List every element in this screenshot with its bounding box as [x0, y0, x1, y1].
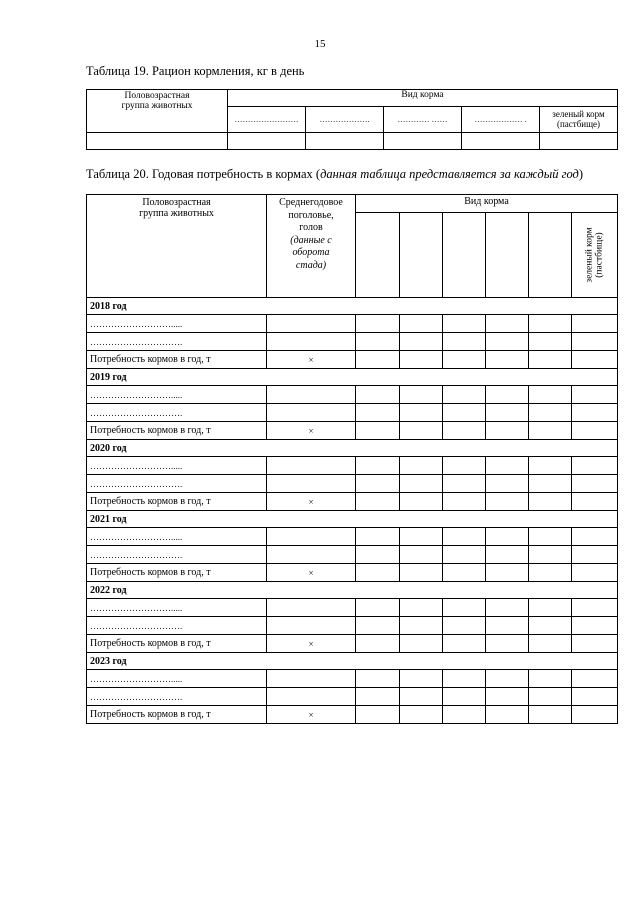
table-20-caption-end: )	[578, 167, 584, 181]
table-20-cell	[486, 635, 529, 653]
table-20-cell	[529, 688, 572, 706]
annual-requirement-label: Потребность кормов в год, т	[87, 564, 267, 582]
table-20-cell	[356, 493, 400, 511]
table-20-cell	[267, 528, 356, 546]
group-placeholder: ………………………….	[87, 404, 267, 422]
table-20-cell	[529, 493, 572, 511]
table-20-cell	[443, 706, 486, 724]
table-20-cell	[486, 564, 529, 582]
feed-column	[400, 213, 443, 298]
group-header-line1: Половозрастная	[124, 91, 190, 101]
table-19-caption: Таблица 19. Рацион кормления, кг в день	[86, 64, 305, 78]
group-header	[87, 90, 228, 133]
group-header	[87, 195, 267, 298]
table-20-cell	[443, 351, 486, 369]
table-20-cell	[529, 617, 572, 635]
table-20-cell	[356, 386, 400, 404]
table-20-cell	[400, 706, 443, 724]
table-20-cell	[486, 404, 529, 422]
table-20-cell	[572, 670, 618, 688]
table-19-cell	[540, 133, 618, 150]
table-20-cell	[443, 386, 486, 404]
feed-column-1: ……………………	[228, 107, 306, 133]
table-20-cell	[486, 688, 529, 706]
table-20-cell	[267, 315, 356, 333]
table-20-cell	[443, 528, 486, 546]
table-20-cell	[486, 333, 529, 351]
table-20-cell	[529, 528, 572, 546]
group-placeholder: ……………………….....	[87, 315, 267, 333]
group-header-line2: группа животных	[121, 100, 193, 111]
avg-line3: голов	[299, 222, 323, 233]
table-20-cell	[529, 564, 572, 582]
table-20-cell	[356, 599, 400, 617]
table-20-cell	[443, 635, 486, 653]
table-20-cell	[529, 386, 572, 404]
green-feed-line2: (пастбище)	[556, 118, 601, 129]
table-20-cell	[443, 333, 486, 351]
table-20-cell	[486, 546, 529, 564]
avg-italic2: оборота	[292, 247, 330, 258]
table-20-cell	[356, 564, 400, 582]
not-applicable-mark: ×	[267, 422, 356, 440]
table-20-cell	[267, 599, 356, 617]
table-20-cell	[529, 706, 572, 724]
table-20-cell	[486, 386, 529, 404]
not-applicable-mark: ×	[267, 635, 356, 653]
table-20-cell	[400, 617, 443, 635]
table-20-cell	[529, 315, 572, 333]
table-20-cell	[267, 475, 356, 493]
table-20-cell	[400, 457, 443, 475]
table-19-cell	[306, 133, 384, 150]
table-20-cell	[572, 617, 618, 635]
annual-requirement-label: Потребность кормов в год, т	[87, 706, 267, 724]
table-20-cell	[486, 599, 529, 617]
table-20-cell	[486, 670, 529, 688]
table-20-cell	[572, 528, 618, 546]
table-20-cell	[443, 688, 486, 706]
table-20-cell	[443, 315, 486, 333]
not-applicable-mark: ×	[267, 351, 356, 369]
table-20-cell	[267, 688, 356, 706]
annual-requirement-label: Потребность кормов в год, т	[87, 635, 267, 653]
table-20-cell	[529, 635, 572, 653]
table-20-cell	[486, 457, 529, 475]
not-applicable-mark: ×	[267, 493, 356, 511]
table-20-cell	[356, 528, 400, 546]
table-20-cell	[356, 457, 400, 475]
green-feed-line2: (пастбище)	[594, 232, 605, 278]
feed-column	[486, 213, 529, 298]
table-20-caption-italic: данная таблица представляется за каждый год	[320, 167, 579, 181]
group-placeholder: ………………………….	[87, 617, 267, 635]
table-20-cell	[267, 546, 356, 564]
table-20-cell	[356, 315, 400, 333]
annual-requirement-label: Потребность кормов в год, т	[87, 493, 267, 511]
feed-type-header: Вид корма	[356, 195, 618, 213]
average-herd-header	[267, 195, 356, 298]
green-feed-line1: зеленый корм	[552, 108, 605, 119]
avg-italic1: (данные с	[290, 234, 332, 246]
table-19	[86, 89, 618, 150]
green-feed-line1: зеленый корм	[584, 227, 595, 283]
table-20-cell	[572, 333, 618, 351]
table-20-cell	[572, 475, 618, 493]
table-20-cell	[572, 404, 618, 422]
table-20-cell	[443, 617, 486, 635]
table-20-cell	[267, 670, 356, 688]
table-20-cell	[572, 599, 618, 617]
table-20-cell	[486, 528, 529, 546]
year-heading: 2021 год	[87, 511, 618, 528]
green-feed-column	[540, 107, 618, 133]
table-20-cell	[443, 422, 486, 440]
table-20-cell	[267, 617, 356, 635]
annual-requirement-label: Потребность кормов в год, т	[87, 422, 267, 440]
table-20-cell	[400, 351, 443, 369]
year-heading: 2022 год	[87, 582, 618, 599]
group-header-line1: Половозрастная	[142, 197, 211, 208]
table-20-cell	[443, 546, 486, 564]
table-20-cell	[486, 617, 529, 635]
table-20-cell	[529, 546, 572, 564]
table-20-cell	[400, 475, 443, 493]
table-19-cell	[462, 133, 540, 150]
feed-column-3: ………… ……	[384, 107, 462, 133]
table-20-cell	[267, 404, 356, 422]
table-20-cell	[572, 315, 618, 333]
table-20-cell	[356, 688, 400, 706]
feed-column	[529, 213, 572, 298]
green-feed-column	[572, 213, 618, 298]
table-19-cell	[384, 133, 462, 150]
table-20-cell	[400, 333, 443, 351]
table-20-cell	[267, 333, 356, 351]
table-20-cell	[486, 422, 529, 440]
group-placeholder: ………………………….	[87, 333, 267, 351]
table-20-cell	[529, 670, 572, 688]
table-20-cell	[572, 422, 618, 440]
table-20-cell	[572, 457, 618, 475]
year-heading: 2019 год	[87, 369, 618, 386]
feed-column-4: ……………… .	[462, 107, 540, 133]
group-placeholder: ………………………….	[87, 546, 267, 564]
table-20-cell	[486, 493, 529, 511]
table-20-cell	[443, 493, 486, 511]
avg-italic3: стада)	[295, 259, 327, 271]
table-20-cell	[529, 404, 572, 422]
table-20-cell	[486, 706, 529, 724]
table-20-cell	[400, 315, 443, 333]
table-20-cell	[356, 617, 400, 635]
table-19-cell	[87, 133, 228, 150]
group-placeholder: ……………………….....	[87, 599, 267, 617]
table-20-cell	[529, 351, 572, 369]
group-header-line2: группа животных	[139, 208, 214, 219]
group-placeholder: ……………………….....	[87, 670, 267, 688]
table-20-cell	[486, 315, 529, 333]
table-20-cell	[529, 475, 572, 493]
table-20-cell	[356, 333, 400, 351]
not-applicable-mark: ×	[267, 706, 356, 724]
table-20-cell	[356, 475, 400, 493]
table-20-caption	[86, 167, 583, 182]
table-20-cell	[400, 493, 443, 511]
table-20-cell	[356, 546, 400, 564]
table-19-cell	[228, 133, 306, 150]
table-20-cell	[356, 422, 400, 440]
table-20-cell	[443, 564, 486, 582]
annual-requirement-label: Потребность кормов в год, т	[87, 351, 267, 369]
table-20-cell	[572, 351, 618, 369]
table-20-cell	[267, 457, 356, 475]
table-20-cell	[572, 564, 618, 582]
table-20-cell	[267, 386, 356, 404]
group-placeholder: ………………………….	[87, 475, 267, 493]
table-20-cell	[400, 528, 443, 546]
year-heading: 2023 год	[87, 653, 618, 670]
table-20-cell	[486, 475, 529, 493]
group-placeholder: ………………………….	[87, 688, 267, 706]
table-20-cell	[356, 706, 400, 724]
table-20-cell	[356, 404, 400, 422]
table-20-cell	[400, 670, 443, 688]
table-20-cell	[400, 688, 443, 706]
table-20-cell	[356, 351, 400, 369]
not-applicable-mark: ×	[267, 564, 356, 582]
table-20-cell	[443, 599, 486, 617]
table-20-cell	[529, 333, 572, 351]
table-20-cell	[400, 635, 443, 653]
feed-column-2: ……………….	[306, 107, 384, 133]
table-20-cell	[400, 599, 443, 617]
group-placeholder: ……………………….....	[87, 457, 267, 475]
feed-column	[356, 213, 400, 298]
feed-column	[443, 213, 486, 298]
table-20-cell	[400, 404, 443, 422]
table-20-caption-text: Таблица 20. Годовая потребность в кормах (	[86, 167, 321, 181]
year-heading: 2020 год	[87, 440, 618, 457]
table-20-cell	[572, 493, 618, 511]
year-sections	[87, 298, 618, 724]
table-20	[86, 194, 618, 724]
table-20-cell	[572, 546, 618, 564]
table-20-cell	[572, 635, 618, 653]
table-20-cell	[443, 670, 486, 688]
table-20-cell	[486, 351, 529, 369]
page-number: 15	[314, 38, 326, 50]
table-20-cell	[529, 457, 572, 475]
table-20-cell	[572, 386, 618, 404]
table-20-cell	[400, 546, 443, 564]
group-placeholder: ……………………….....	[87, 528, 267, 546]
table-20-cell	[356, 670, 400, 688]
table-20-cell	[443, 404, 486, 422]
avg-line2: поголовье,	[288, 209, 334, 221]
table-20-cell	[443, 475, 486, 493]
table-20-cell	[572, 688, 618, 706]
table-20-cell	[400, 386, 443, 404]
table-20-cell	[356, 635, 400, 653]
table-20-cell	[400, 422, 443, 440]
year-heading: 2018 год	[87, 298, 618, 315]
table-20-cell	[529, 599, 572, 617]
feed-type-header: Вид корма	[228, 90, 618, 107]
table-20-cell	[529, 422, 572, 440]
table-20-cell	[400, 564, 443, 582]
avg-line1: Среднегодовое	[279, 197, 343, 208]
table-20-cell	[443, 457, 486, 475]
group-placeholder: ……………………….....	[87, 386, 267, 404]
table-20-cell	[572, 706, 618, 724]
